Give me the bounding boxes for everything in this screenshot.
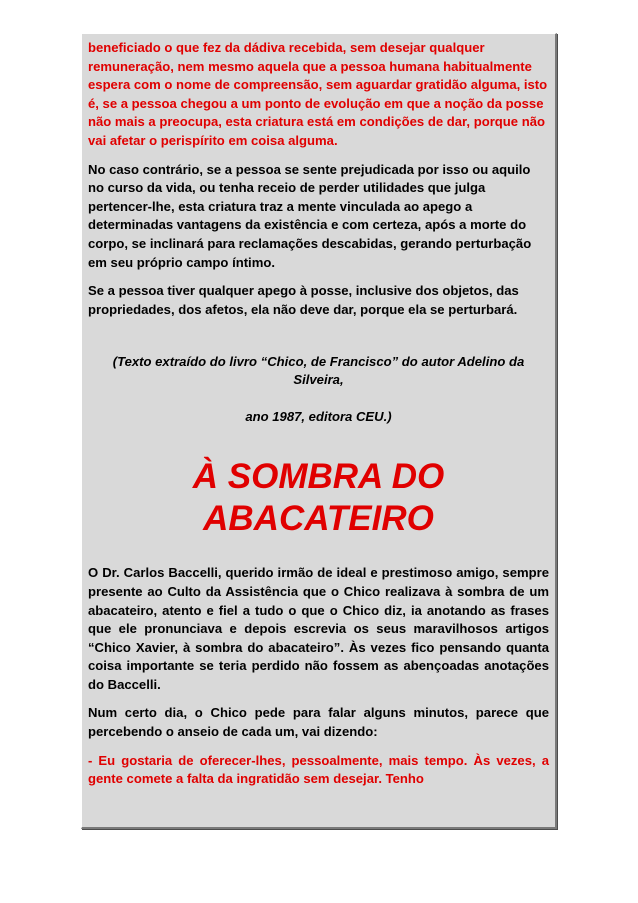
section-gap bbox=[88, 319, 549, 353]
section-title-line-1: À SOMBRA DO bbox=[192, 457, 445, 497]
section-title-line-2: ABACATEIRO bbox=[203, 499, 434, 539]
paragraph-chico-speaks: Num certo dia, o Chico pede para falar alguns minutos, parece que percebendo o anseio de cada um, vai dizendo: bbox=[88, 705, 549, 740]
paragraph-gap bbox=[88, 151, 549, 161]
paragraph-gap bbox=[88, 272, 549, 282]
citation-source: (Texto extraído do livro “Chico, de Francisco” do autor Adelino da Silveira, bbox=[112, 354, 525, 388]
paragraph-quote-red: - Eu gostaria de oferecer-lhes, pessoalmente, mais tempo. Às vezes, a gente comete a falta da ingratidão sem desejar. Tenho bbox=[88, 752, 549, 787]
frame-content bbox=[88, 39, 549, 789]
paragraph-gap bbox=[88, 694, 549, 704]
paragraph-continued-red: beneficiado o que fez da dádiva recebida, sem desejar qualquer remuneração, nem mesmo aquela que a pessoa humana habitualmente espera com o nome de compreensão, sem aguardar gratidão alguma, isto é, se a pessoa chegou a um ponto de evolução em que a noção da posse não mais a preocupa, esta criatura está em condições de dar, porque não vai afetar o perispírito em coisa alguma. bbox=[88, 40, 548, 148]
citation-gap bbox=[88, 389, 549, 408]
paragraph-attachment: Se a pessoa tiver qualquer apego à posse, inclusive dos objetos, das propriedades, dos afetos, ela não deve dar, porque ela se perturbará. bbox=[88, 283, 519, 317]
citation-date: ano 1987, editora CEU.) bbox=[245, 409, 392, 425]
title-gap-bottom bbox=[88, 540, 549, 564]
text-frame bbox=[81, 33, 557, 829]
paragraph-gap bbox=[88, 742, 549, 752]
paragraph-contrary-case: No caso contrário, se a pessoa se sente prejudicada por isso ou aquilo no curso da vida, ou tenha receio de perder utilidades que julga pertencer-lhe, esta criatura traz a mente vinculada ao apego a determinadas vantagens da existência e com certeza, após a morte do corpo, se inclinará para reclamações descabidas, gerando perturbação em seu próprio campo íntimo. bbox=[88, 161, 532, 270]
paragraph-baccelli: O Dr. Carlos Baccelli, querido irmão de ideal e prestimoso amigo, sempre presente ao Culto da Assistência que o Chico realizava à sombra de um abacateiro, atento e fiel a tudo o que o Chico diz, ia anotando as frases que ele pronunciava e depois escrevia os seus maravilhosos artigos “Chico Xavier, à sombra do abacateiro”. Às vezes fico pensando quanta coisa importante se teria perdido não fossem as abençoadas anotações do Baccelli. bbox=[88, 565, 549, 692]
title-gap-top bbox=[88, 426, 549, 456]
